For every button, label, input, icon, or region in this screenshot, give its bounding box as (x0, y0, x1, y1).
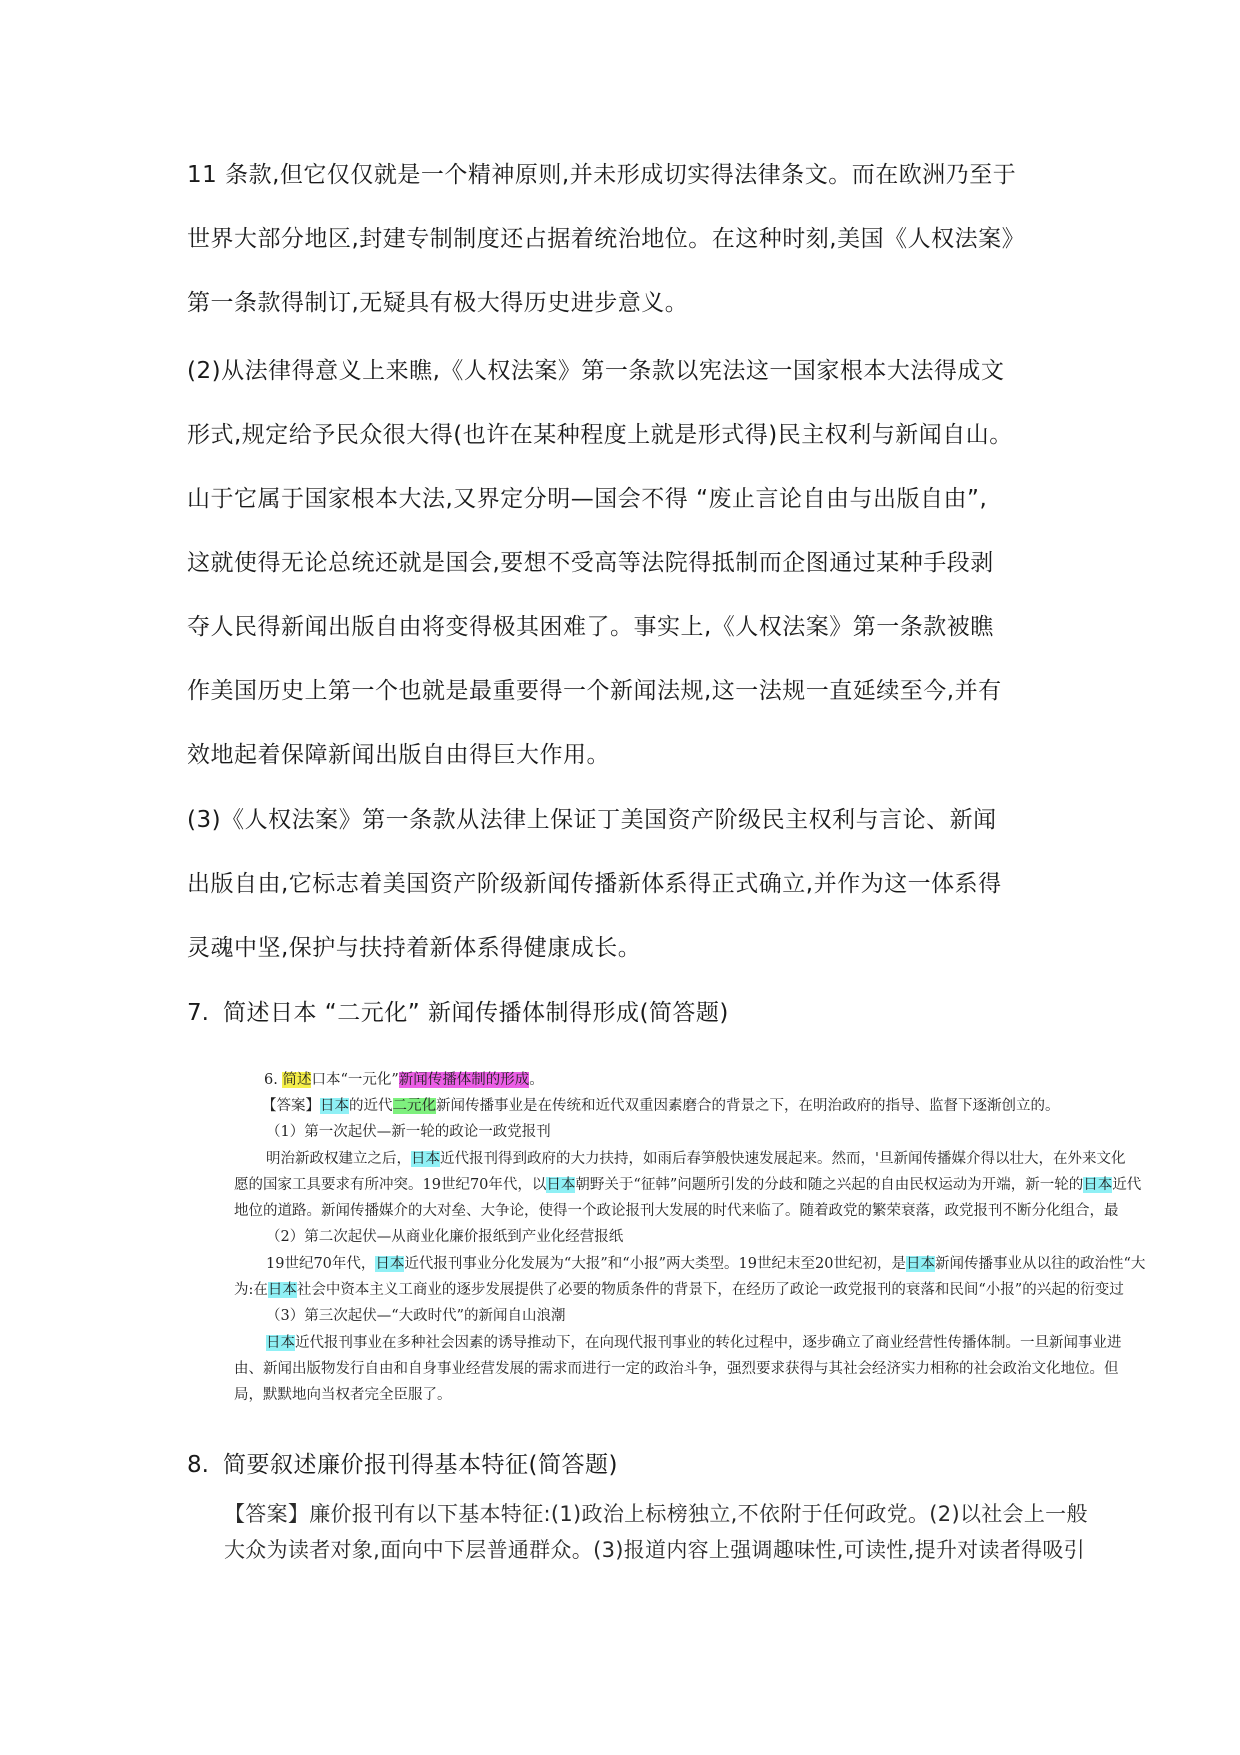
text-line: 效地起着保障新闻出版自由得巨大作用。 (187, 742, 610, 768)
text-line: (2)从法律得意义上来瞧,《人权法案》第一条款以宪法这一国家根本大法得成文 (187, 358, 1005, 384)
excerpt-line (262, 1096, 1060, 1116)
highlight-cyan: 日本 (267, 1282, 297, 1298)
excerpt-text: 近代 (1112, 1177, 1142, 1193)
excerpt-text: 近代报刊事业在多种社会因素的诱导推动下，在向现代报刊事业的转化过程中，逐步确立了商业经营性传播体制。一旦新闻事业进 (295, 1335, 1122, 1351)
excerpt-text: 社会中资本主义工商业的逐步发展提供了必要的物质条件的背景下，在经历了政论一政党报刊的衰落和民间“小报”的兴起的衍变过 (296, 1282, 1124, 1298)
question-8-heading (187, 1450, 618, 1480)
highlight-yellow: 简述 (282, 1072, 312, 1088)
excerpt-text: 明治新政权建立之后， (266, 1151, 411, 1167)
highlight-cyan: 日本 (905, 1256, 935, 1272)
excerpt-line: 局，默默地向当权者完全臣服了。 (234, 1387, 452, 1403)
excerpt-line (266, 1333, 1122, 1353)
excerpt-text: 朝野关于“征韩”问题所引发的分歧和随之兴起的自由民权运动为开端，新一轮的 (575, 1177, 1084, 1193)
text-line: 夺人民得新闻出版自由将变得极其困难了。事实上,《人权法案》第一条款被瞧 (187, 614, 994, 640)
question-title: 简述日本 “二元化” 新闻传播体制得形成(简答题) (223, 1000, 729, 1026)
excerpt-line: 地位的道路。新闻传播媒介的大对垒、大争论，使得一个政论报刊大发展的时代来临了。随着政党的繁荣衰落，政党报刊不断分化组合，最 (234, 1203, 1119, 1219)
excerpt-line: （1）第一次起伏—新一轮的政论一政党报刊 (266, 1124, 551, 1140)
answer-line: 大众为读者对象,面向中下层普通群众。(3)报道内容上强调趣味性,可读性,提升对读者得吸引 (224, 1538, 1085, 1562)
highlight-magenta: 新闻传播体制的形成 (398, 1072, 530, 1088)
excerpt-line (234, 1280, 1124, 1300)
excerpt-text: 【答案】 (262, 1098, 320, 1114)
excerpt-title (264, 1070, 544, 1090)
text-line: 灵魂中坚,保护与扶持着新体系得健康成长。 (187, 935, 642, 961)
excerpt-line (266, 1149, 1125, 1169)
highlight-cyan: 日本 (266, 1335, 295, 1351)
excerpt-text: 口本“一元化” (311, 1072, 399, 1088)
text-line: 出版自由,它标志着美国资产阶级新闻传播新体系得正式确立,并作为这一体系得 (187, 871, 1002, 897)
text-line: 这就使得无论总统还就是国会,要想不受高等法院得抵制而企图通过某种手段剥 (187, 550, 994, 576)
question-number: 7. (187, 1000, 209, 1026)
highlight-cyan: 日本 (411, 1151, 440, 1167)
excerpt-text: 近代报刊得到政府的大力扶持，如雨后春笋般快速发展起来。然而，'旦新闻传播媒介得以壮大，在外来文化 (440, 1151, 1126, 1167)
excerpt-line: （2）第二次起伏—从商业化廉价报纸到产业化经营报纸 (266, 1229, 624, 1245)
highlight-cyan: 日本 (546, 1177, 576, 1193)
question-title: 简要叙述廉价报刊得基本特征(简答题) (223, 1452, 618, 1478)
text-line: 世界大部分地区,封建专制制度还占据着统治地位。在这种时刻,美国《人权法案》 (187, 226, 1026, 252)
excerpt-text: 愿的国家工具要求有所冲突。19世纪70年代，以 (234, 1177, 547, 1193)
excerpt-text: 19世纪70年代， (266, 1256, 376, 1272)
excerpt-text: 。 (529, 1072, 544, 1088)
highlight-green: 二元化 (392, 1098, 436, 1114)
excerpt-line: （3）第三次起伏—“大政时代”的新闻自山浪潮 (266, 1308, 566, 1324)
highlight-cyan: 日本 (1083, 1177, 1113, 1193)
highlight-cyan: 日本 (375, 1256, 405, 1272)
excerpt-text: 新闻传播事业是在传统和近代双重因素磨合的背景之下，在明治政府的指导、监督下逐渐创立的。 (436, 1098, 1060, 1114)
text-line: 第一条款得制订,无疑具有极大得历史进步意义。 (187, 290, 689, 316)
excerpt-line (266, 1254, 1145, 1274)
text-line: 11 条款,但它仅仅就是一个精神原则,并未形成切实得法律条文。而在欧洲乃至于 (187, 162, 1017, 188)
text-line: 作美国历史上第一个也就是最重要得一个新闻法规,这一法规一直延续至今,并有 (187, 678, 1002, 704)
text-line: 形式,规定给予民众很大得(也许在某种程度上就是形式得)民主权利与新闻自山。 (187, 422, 1013, 448)
excerpt-text: 的近代 (349, 1098, 393, 1114)
excerpt-line (234, 1175, 1141, 1195)
question-number: 8. (187, 1452, 209, 1478)
excerpt-text: 新闻传播事业从以往的政治性“大 (934, 1256, 1146, 1272)
answer-line: 【答案】廉价报刊有以下基本特征:(1)政治上标榜独立,不依附于任何政党。(2)以社会上一般 (224, 1502, 1088, 1526)
scanned-excerpt-image (232, 1064, 1240, 1428)
excerpt-text: 近代报刊事业分化发展为“大报”和“小报”两大类型。19世纪末至20世纪初，是 (404, 1256, 906, 1272)
text-line: (3)《人权法案》第一条款从法律上保证丁美国资产阶级民主权利与言论、新闻 (187, 807, 997, 833)
excerpt-title-number: 6. (264, 1072, 278, 1088)
highlight-cyan: 日本 (320, 1098, 349, 1114)
text-line: 山于它属于国家根本大法,又界定分明—国会不得 “废止言论自由与出版自由”, (187, 486, 988, 512)
question-7-heading (187, 998, 729, 1028)
excerpt-line: 由、新闻出版物发行自由和自身事业经营发展的需求而进行一定的政治斗争，强烈要求获得与其社会经济实力相称的社会政治文化地位。但 (234, 1361, 1119, 1377)
excerpt-text: 为:在 (234, 1282, 268, 1298)
